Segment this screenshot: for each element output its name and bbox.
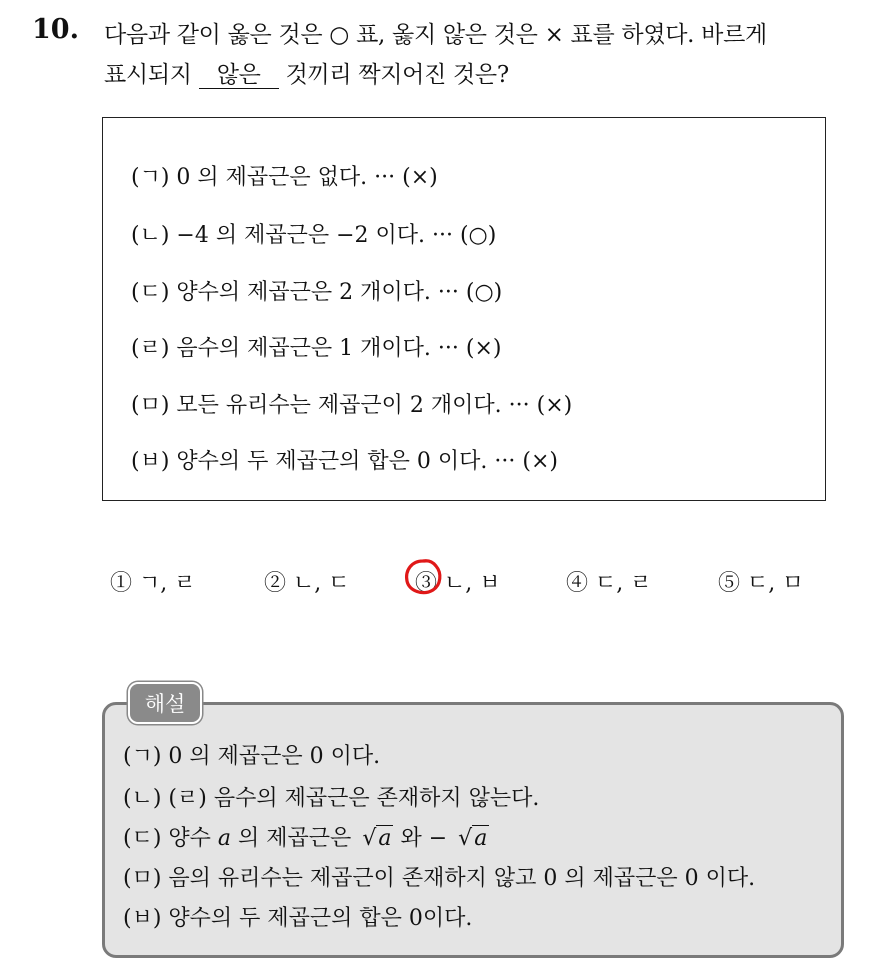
statement-item: (ㄴ) −4 의 제곱근은 −2 이다. ··· (○) (131, 223, 497, 248)
statement-item: (ㄷ) 양수의 제곱근은 2 개이다. ··· (○) (131, 280, 503, 305)
statement-item: (ㄱ) 0 의 제곱근은 없다. ··· (×) (131, 165, 438, 190)
solution-label: 해설 (128, 682, 202, 724)
question-text-line2 (104, 56, 509, 89)
choice-3[interactable]: ③ ㄴ, ㅂ (415, 571, 501, 596)
variable-a: a (217, 826, 232, 851)
answer-choices (0, 566, 884, 600)
solution-line: (ㄱ) 0 의 제곱근은 0 이다. (123, 744, 381, 769)
statement-box (102, 117, 826, 501)
question-text-line1: 다음과 같이 옳은 것은 ○ 표, 옳지 않은 것은 × 표를 하였다. 바르게 (104, 22, 767, 48)
statement-item: (ㅁ) 모든 유리수는 제곱근이 2 개이다. ··· (×) (131, 393, 573, 418)
statement-item: (ㅂ) 양수의 두 제곱근의 합은 0 이다. ··· (×) (131, 449, 558, 474)
solution-box (102, 702, 844, 958)
solution-text: 와 − (400, 826, 448, 851)
choice-4[interactable]: ④ ㄷ, ㄹ (566, 571, 652, 596)
question-number: 10. (32, 14, 79, 45)
sqrt-a: √a (458, 826, 488, 851)
solution-text: 의 제곱근은 (238, 826, 352, 851)
underlined-word: 않은 (199, 63, 279, 89)
solution-text: (ㄷ) 양수 (123, 826, 211, 851)
solution-line: (ㄴ) (ㄹ) 음수의 제곱근은 존재하지 않는다. (123, 786, 540, 811)
solution-line: (ㅂ) 양수의 두 제곱근의 합은 0이다. (123, 906, 473, 931)
choice-2[interactable]: ② ㄴ, ㄷ (264, 571, 350, 596)
question-text-after: 것끼리 짝지어진 것은? (285, 62, 509, 88)
statement-item: (ㄹ) 음수의 제곱근은 1 개이다. ··· (×) (131, 336, 502, 361)
choice-5[interactable]: ⑤ ㄷ, ㅁ (718, 571, 804, 596)
question-text-before: 표시되지 (104, 62, 192, 88)
sqrt-a: √a (362, 826, 392, 851)
choice-1[interactable]: ① ㄱ, ㄹ (110, 571, 196, 596)
solution-line (123, 821, 489, 852)
solution-line: (ㅁ) 음의 유리수는 제곱근이 존재하지 않고 0 의 제곱근은 0 이다. (123, 866, 756, 891)
